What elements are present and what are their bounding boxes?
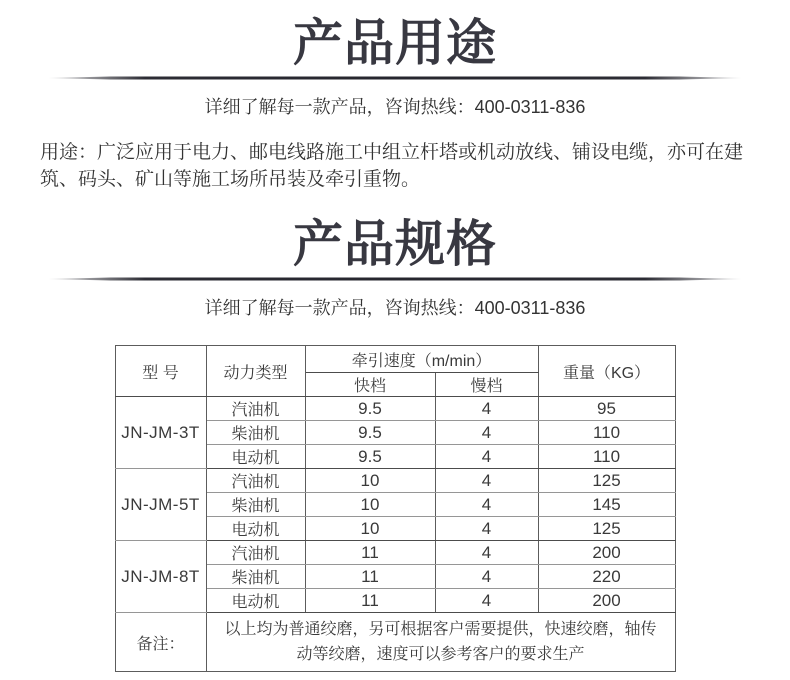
power-cell: 柴油机 bbox=[206, 421, 305, 445]
fast-speed-cell: 9.5 bbox=[305, 421, 435, 445]
spec-table-header bbox=[115, 346, 675, 397]
weight-cell: 145 bbox=[538, 493, 675, 517]
power-cell: 电动机 bbox=[206, 517, 305, 541]
usage-hotline-text: 详细了解每一款产品，咨询热线：400-0311-836 bbox=[204, 97, 586, 117]
table-row bbox=[115, 469, 675, 493]
weight-cell: 220 bbox=[538, 565, 675, 589]
slow-speed-cell: 4 bbox=[435, 589, 538, 613]
header-power-type: 动力类型 bbox=[206, 346, 305, 397]
header-slow-gear: 慢档 bbox=[435, 373, 538, 397]
weight-cell: 110 bbox=[538, 421, 675, 445]
power-cell: 汽油机 bbox=[206, 541, 305, 565]
fast-speed-cell: 9.5 bbox=[305, 445, 435, 469]
title-divider bbox=[48, 277, 742, 281]
remark-text: 以上均为普通绞磨，另可根据客户需要提供，快速绞磨，轴传动等绞磨，速度可以参考客户的要求生产 bbox=[206, 613, 675, 672]
weight-cell: 200 bbox=[538, 541, 675, 565]
spec-table-footer bbox=[115, 613, 675, 672]
power-cell: 汽油机 bbox=[206, 469, 305, 493]
slow-speed-cell: 4 bbox=[435, 517, 538, 541]
model-cell: JN-JM-8T bbox=[115, 541, 206, 613]
fast-speed-cell: 11 bbox=[305, 541, 435, 565]
slow-speed-cell: 4 bbox=[435, 445, 538, 469]
spec-table-body bbox=[115, 397, 675, 613]
specs-section-title: 产品规格 bbox=[293, 216, 497, 272]
title-divider bbox=[48, 76, 742, 80]
header-weight: 重量（KG） bbox=[538, 346, 675, 397]
weight-cell: 110 bbox=[538, 445, 675, 469]
weight-cell: 125 bbox=[538, 517, 675, 541]
slow-speed-cell: 4 bbox=[435, 493, 538, 517]
fast-speed-cell: 11 bbox=[305, 565, 435, 589]
power-cell: 柴油机 bbox=[206, 565, 305, 589]
header-traction-speed: 牵引速度（m/min） bbox=[305, 346, 538, 373]
section-product-specs bbox=[0, 193, 790, 672]
fast-speed-cell: 10 bbox=[305, 493, 435, 517]
remark-label: 备注： bbox=[115, 613, 206, 672]
usage-section-title: 产品用途 bbox=[293, 15, 497, 71]
section-product-usage bbox=[0, 0, 790, 193]
remark-row bbox=[115, 613, 675, 672]
model-cell: JN-JM-5T bbox=[115, 469, 206, 541]
weight-cell: 200 bbox=[538, 589, 675, 613]
table-row bbox=[115, 397, 675, 421]
table-header-row bbox=[115, 346, 675, 373]
slow-speed-cell: 4 bbox=[435, 469, 538, 493]
model-cell: JN-JM-3T bbox=[115, 397, 206, 469]
weight-cell: 125 bbox=[538, 469, 675, 493]
spec-table bbox=[115, 345, 676, 672]
specs-hotline-text: 详细了解每一款产品，咨询热线：400-0311-836 bbox=[204, 298, 586, 318]
fast-speed-cell: 9.5 bbox=[305, 397, 435, 421]
power-cell: 电动机 bbox=[206, 445, 305, 469]
header-model: 型 号 bbox=[115, 346, 206, 397]
slow-speed-cell: 4 bbox=[435, 565, 538, 589]
fast-speed-cell: 10 bbox=[305, 469, 435, 493]
slow-speed-cell: 4 bbox=[435, 421, 538, 445]
power-cell: 电动机 bbox=[206, 589, 305, 613]
header-fast-gear: 快档 bbox=[305, 373, 435, 397]
fast-speed-cell: 10 bbox=[305, 517, 435, 541]
power-cell: 柴油机 bbox=[206, 493, 305, 517]
slow-speed-cell: 4 bbox=[435, 541, 538, 565]
weight-cell: 95 bbox=[538, 397, 675, 421]
table-row bbox=[115, 541, 675, 565]
usage-description: 用途：广泛应用于电力、邮电线路施工中组立杆塔或机动放线、铺设电缆，亦可在建筑、码头、矿山等施工场所吊装及牵引重物。 bbox=[40, 142, 744, 190]
power-cell: 汽油机 bbox=[206, 397, 305, 421]
fast-speed-cell: 11 bbox=[305, 589, 435, 613]
slow-speed-cell: 4 bbox=[435, 397, 538, 421]
